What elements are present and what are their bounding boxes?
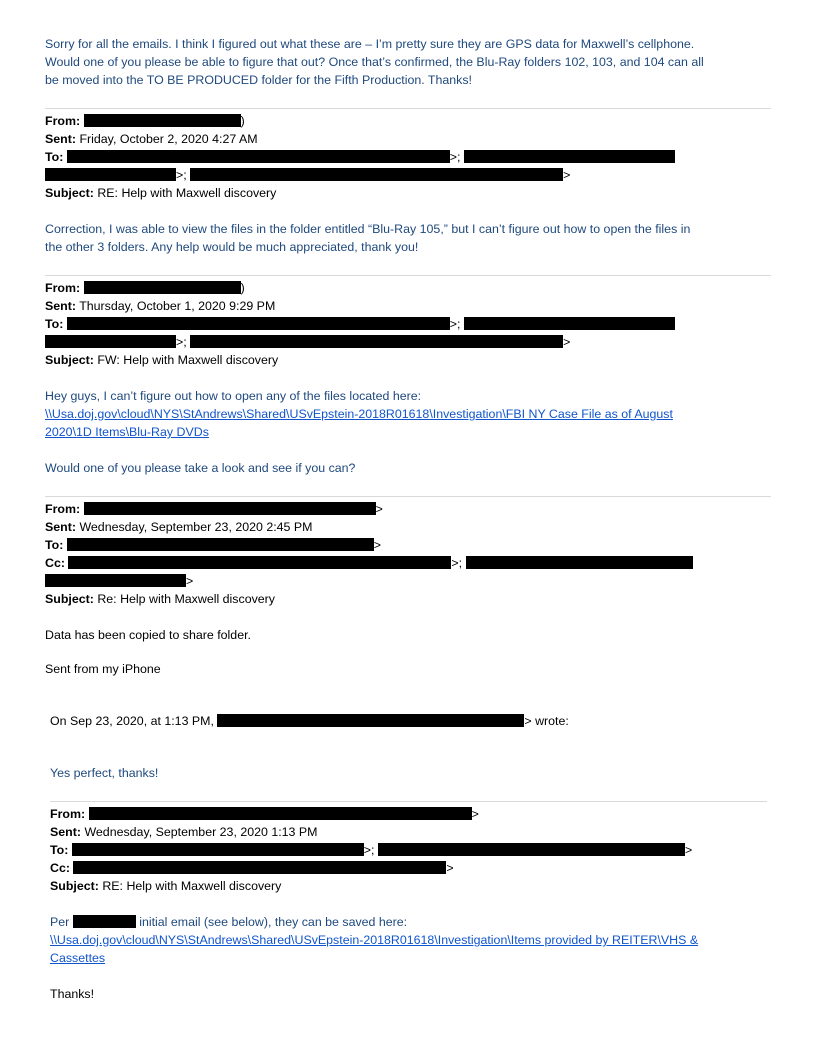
redaction-box <box>217 714 524 727</box>
redaction-box <box>84 502 376 515</box>
divider <box>45 275 771 276</box>
per-text: Per <box>50 915 70 929</box>
from-label: From: <box>45 502 81 516</box>
redaction-box <box>464 317 675 330</box>
gt-sign: > <box>563 168 571 182</box>
email1-to-row <box>45 148 675 166</box>
redaction-box <box>67 150 450 163</box>
divider <box>45 496 771 497</box>
gt-sign: > <box>563 335 571 349</box>
gt-sign: > <box>186 574 194 588</box>
redaction-box <box>73 861 446 874</box>
close-paren: ) <box>240 281 245 295</box>
email2-intro: Hey guys, I can’t figure out how to open any of the files located here: <box>45 389 422 403</box>
email1-body-line-1: Correction, I was able to view the files in the folder entitled “Blu-Ray 105,” but I can’t figure out how to open the files in <box>45 222 691 236</box>
redaction-box <box>89 807 472 820</box>
email2-subject-row <box>45 351 278 369</box>
email4-sent-row <box>50 823 317 841</box>
email3-from-row <box>45 500 383 518</box>
email4-from-row <box>50 805 479 823</box>
cc-label: Cc: <box>45 556 65 570</box>
sent-label: Sent: <box>45 299 76 313</box>
redaction-box <box>464 150 675 163</box>
email2-path-link-line-1[interactable]: \\Usa.doj.gov\cloud\NYS\StAndrews\Shared\USvEpstein-2018R01618\Investigation\FBI NY Case File as of August <box>45 407 673 421</box>
email2-sent-date: Thursday, October 1, 2020 9:29 PM <box>79 299 276 313</box>
subject-label: Subject: <box>45 592 94 606</box>
sent-label: Sent: <box>45 520 76 534</box>
email4-path-link-line-2[interactable]: Cassettes <box>50 951 106 965</box>
email3-body: Data has been copied to share folder. <box>45 628 251 642</box>
gt-sign: > <box>684 843 693 857</box>
email3-cc-row <box>45 554 693 572</box>
redaction-box <box>72 843 364 856</box>
redaction-box <box>73 915 136 928</box>
recipient-separator: >; <box>449 317 461 331</box>
from-label: From: <box>45 114 81 128</box>
recipient-separator: >; <box>363 843 375 857</box>
redaction-box <box>84 281 241 294</box>
subject-label: Subject: <box>45 186 94 200</box>
recipient-separator: >; <box>176 335 187 349</box>
sent-label: Sent: <box>50 825 81 839</box>
email1-from-row <box>45 112 245 130</box>
redaction-box <box>45 335 176 348</box>
quote-intro-text: On Sep 23, 2020, at 1:13 PM, <box>50 714 214 728</box>
email3-signature: Sent from my iPhone <box>45 662 161 676</box>
email3-sent-row <box>45 518 312 536</box>
subject-label: Subject: <box>50 879 99 893</box>
redaction-box <box>190 335 563 348</box>
close-paren: ) <box>240 114 245 128</box>
redaction-box <box>190 168 563 181</box>
redaction-box <box>466 556 693 569</box>
to-label: To: <box>45 538 64 552</box>
divider <box>50 801 767 802</box>
email4-closing: Thanks! <box>50 987 95 1001</box>
email3-sent-date: Wednesday, September 23, 2020 2:45 PM <box>79 520 313 534</box>
redaction-box <box>378 843 685 856</box>
redaction-box <box>67 538 374 551</box>
email4-per-line <box>50 913 407 931</box>
email3-quoted-reply: Yes perfect, thanks! <box>50 766 159 780</box>
to-label: To: <box>45 317 64 331</box>
from-label: From: <box>50 807 86 821</box>
divider <box>45 108 771 109</box>
recipient-separator: >; <box>449 150 461 164</box>
email4-cc-row <box>50 859 454 877</box>
email3-subject-row <box>45 590 275 608</box>
cc-label: Cc: <box>50 861 70 875</box>
gt-sign: > <box>373 538 382 552</box>
redaction-box <box>45 168 176 181</box>
redaction-box <box>45 574 186 587</box>
sent-label: Sent: <box>45 132 76 146</box>
email1-subject-row <box>45 184 276 202</box>
email4-subject: RE: Help with Maxwell discovery <box>102 879 282 893</box>
email3-cc-continued-row <box>45 572 193 590</box>
email2-path-link-line-2[interactable]: 2020\1D Items\Blu-Ray DVDs <box>45 425 209 439</box>
redaction-box <box>68 556 451 569</box>
to-label: To: <box>45 150 64 164</box>
email1-body-line-2: the other 3 folders. Any help would be much appreciated, thank you! <box>45 240 419 254</box>
email3-quote-intro <box>50 712 569 730</box>
email2-to-continued-row <box>45 333 570 351</box>
top-message-line-1: Sorry for all the emails. I think I figured out what these are – I’m pretty sure they are GPS data for Maxwell’s cellphone. <box>45 37 695 51</box>
recipient-separator: >; <box>176 168 187 182</box>
email3-to-row <box>45 536 381 554</box>
email2-closing: Would one of you please take a look and see if you can? <box>45 461 356 475</box>
email4-subject-row <box>50 877 281 895</box>
email1-sent-date: Friday, October 2, 2020 4:27 AM <box>79 132 258 146</box>
redaction-box <box>84 114 241 127</box>
email1-sent-row <box>45 130 258 148</box>
to-label: To: <box>50 843 69 857</box>
from-label: From: <box>45 281 81 295</box>
email1-subject: RE: Help with Maxwell discovery <box>97 186 277 200</box>
top-message-line-2: Would one of you please be able to figure that out? Once that’s confirmed, the Blu-Ray folders 102, 103, and 104 can all <box>45 55 704 69</box>
email2-from-row <box>45 279 245 297</box>
email2-sent-row <box>45 297 275 315</box>
gt-sign: > <box>446 861 454 875</box>
per-continued-text: initial email (see below), they can be saved here: <box>139 915 408 929</box>
redaction-box <box>67 317 450 330</box>
email4-to-row <box>50 841 692 859</box>
subject-label: Subject: <box>45 353 94 367</box>
email2-to-row <box>45 315 675 333</box>
recipient-separator: >; <box>451 556 463 570</box>
quote-wrote-text: > wrote: <box>524 714 569 728</box>
gt-sign: > <box>375 502 383 516</box>
gt-sign: > <box>471 807 479 821</box>
email3-subject: Re: Help with Maxwell discovery <box>97 592 275 606</box>
email2-subject: FW: Help with Maxwell discovery <box>97 353 279 367</box>
top-message-line-3: be moved into the TO BE PRODUCED folder for the Fifth Production. Thanks! <box>45 73 472 87</box>
email4-sent-date: Wednesday, September 23, 2020 1:13 PM <box>84 825 318 839</box>
email4-path-link-line-1[interactable]: \\Usa.doj.gov\cloud\NYS\StAndrews\Shared\USvEpstein-2018R01618\Investigation\Items provided by REITER\VHS & <box>50 933 699 947</box>
email1-to-continued-row <box>45 166 570 184</box>
